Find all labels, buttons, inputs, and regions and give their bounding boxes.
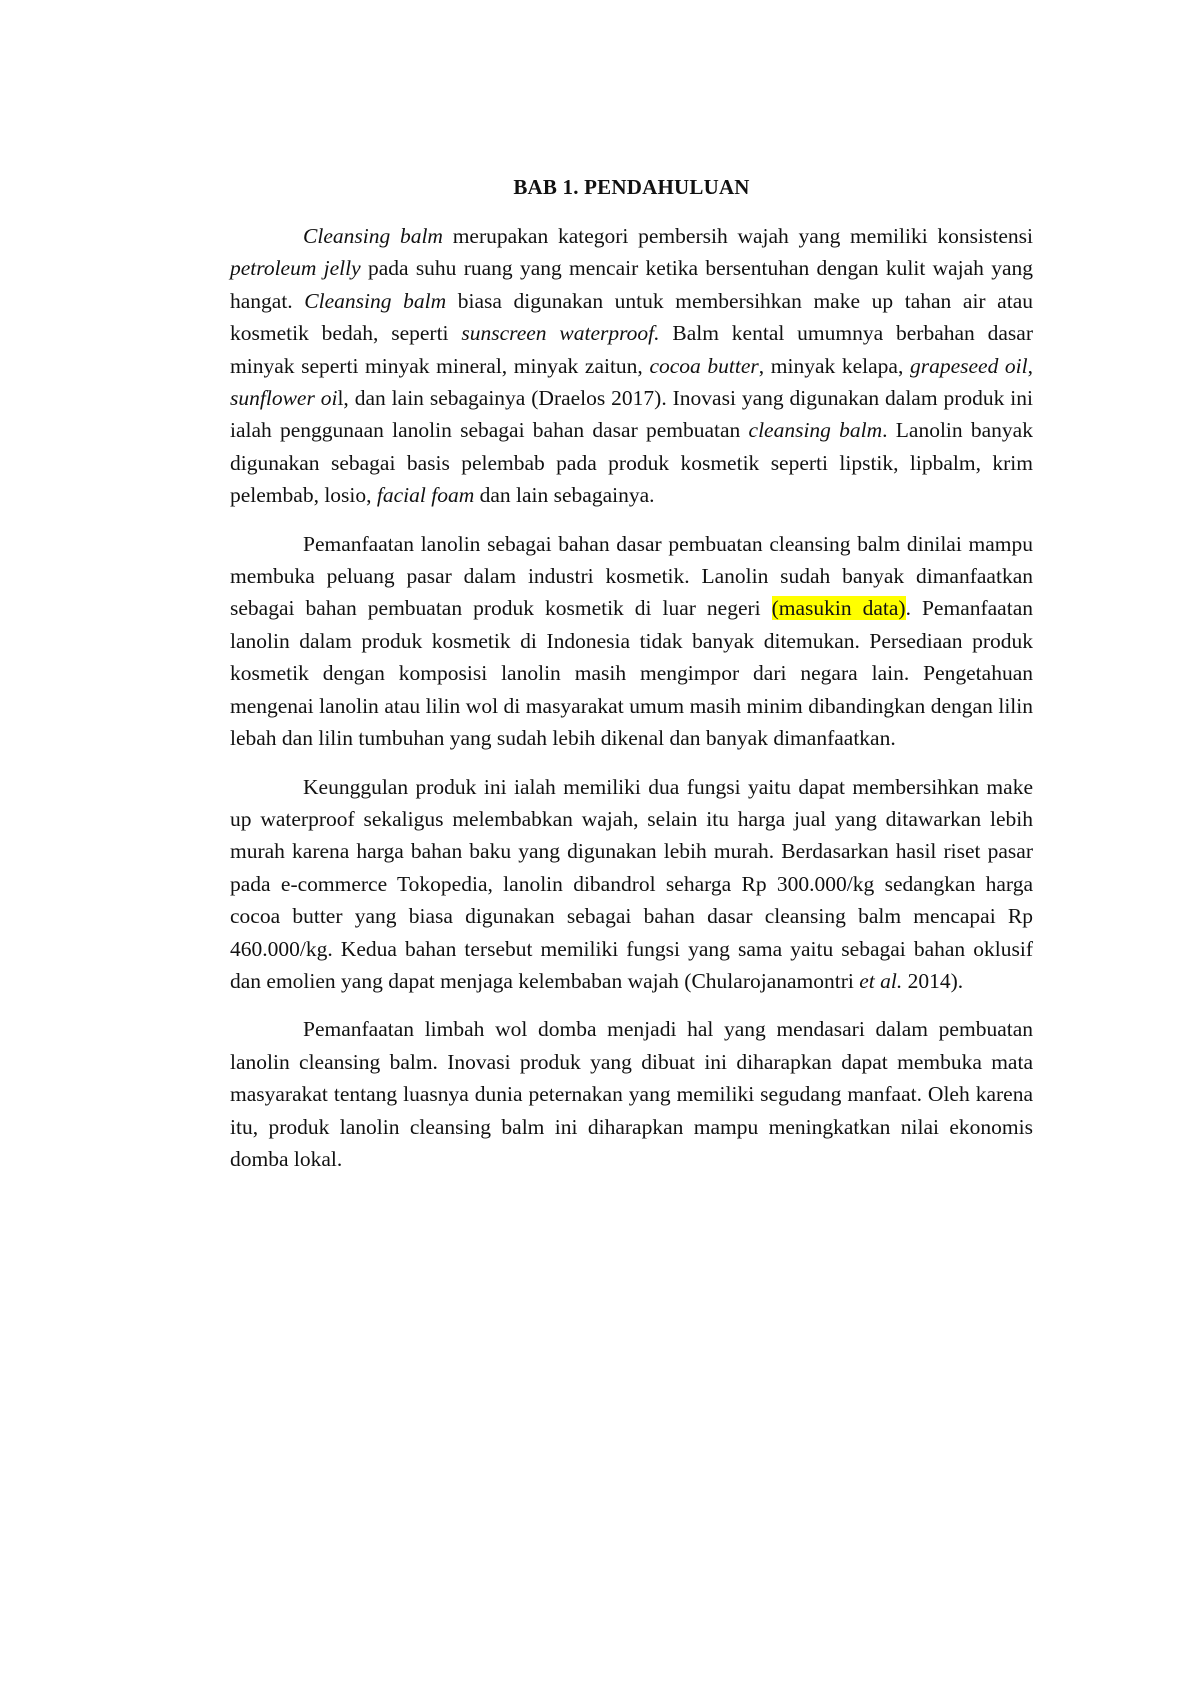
italic-term: petroleum jelly xyxy=(230,256,361,281)
italic-term: et al. xyxy=(859,968,903,993)
italic-term: cleansing balm xyxy=(748,418,883,443)
italic-term: sunflower oi xyxy=(230,386,338,411)
text-segment: Balm kental umumnya berbahan dasar minyak seperti minyak mineral, minyak zaitun, xyxy=(230,321,1033,378)
paragraph xyxy=(230,220,1033,512)
document-body xyxy=(230,172,1033,1191)
text-segment: , minyak kelapa, xyxy=(758,353,910,378)
text-segment: . Lanolin banyak digunakan sebagai basis pelembab pada produk kosmetik seperti lipstik, lipbalm, krim pelembab, losio, xyxy=(230,418,1033,508)
italic-term: cocoa butter xyxy=(649,353,759,378)
text-segment: dan lain sebagainya. xyxy=(474,483,655,508)
paragraph xyxy=(230,1013,1033,1175)
italic-term: sunscreen waterproof. xyxy=(461,321,660,346)
text-segment: . Pemanfaatan lanolin dalam produk kosmetik di Indonesia tidak banyak ditemukan. Persediaan produk kosmetik dengan komposisi lanolin masih mengimpor dari negara lain. Pengetahuan mengenai lanolin atau lilin wol di masyarakat umum masih minim dibandingkan dengan lilin lebah dan lilin tumbuhan yang sudah lebih dikenal dan banyak dimanfaatkan. xyxy=(230,596,1033,751)
text-segment: l, dan lain sebagainya (Draelos 2017). Inovasi yang digunakan dalam produk ini ialah penggunaan lanolin sebagai bahan dasar pembuatan xyxy=(230,386,1033,443)
chapter-title: BAB 1. PENDAHULUAN xyxy=(513,175,750,199)
italic-term: Cleansing balm xyxy=(303,224,443,248)
text-segment: Keunggulan produk ini ialah memiliki dua fungsi yaitu dapat membersihkan make up waterproof sekaligus melembabkan wajah, selain itu harga jual yang ditawarkan lebih murah karena harga bahan baku yang digunakan lebih murah. Berdasarkan hasil riset pasar pada e-commerce Tokopedia, lanolin dibandrol seharga Rp 300.000/kg sedangkan harga cocoa butter yang biasa digunakan sebagai bahan dasar cleansing balm mencapai Rp 460.000/kg. Kedua bahan tersebut memiliki fungsi yang sama yaitu sebagai bahan oklusif dan emolien yang dapat menjaga kelembaban wajah (Chularojanamontri xyxy=(230,774,1033,993)
text-segment: , xyxy=(1027,353,1034,378)
text-segment: Pemanfaatan lanolin sebagai bahan dasar pembuatan cleansing balm dinilai mampu membuka peluang pasar dalam industri kosmetik. Lanolin sudah banyak dimanfaatkan sebagai bahan pembuatan produk kosmetik di luar negeri xyxy=(230,531,1033,621)
text-segment: Pemanfaatan limbah wol domba menjadi hal yang mendasari dalam pembuatan lanolin cleansing balm. Inovasi produk yang dibuat ini diharapkan dapat membuka mata masyarakat tentang luasnya dunia peternakan yang memiliki segudang manfaat. Oleh karena itu, produk lanolin cleansing balm ini diharapkan mampu meningkatkan nilai ekonomis domba lokal. xyxy=(230,1017,1033,1171)
italic-term: facial foam xyxy=(376,483,475,508)
paragraph-list xyxy=(230,220,1033,1175)
italic-term: grapeseed oil xyxy=(909,353,1028,378)
text-segment: merupakan kategori pembersih wajah yang memiliki konsistensi xyxy=(442,224,1033,248)
paragraph xyxy=(230,528,1033,755)
paragraph xyxy=(230,771,1033,998)
highlighted-note: (masukin data) xyxy=(771,596,906,621)
italic-term: Cleansing balm xyxy=(304,288,447,313)
text-segment: 2014). xyxy=(902,968,964,993)
text-segment: pada suhu ruang yang mencair ketika bersentuhan dengan kulit wajah yang hangat. xyxy=(230,256,1033,313)
text-segment: biasa digunakan untuk membersihkan make up tahan air atau kosmetik bedah, seperti xyxy=(230,288,1033,346)
